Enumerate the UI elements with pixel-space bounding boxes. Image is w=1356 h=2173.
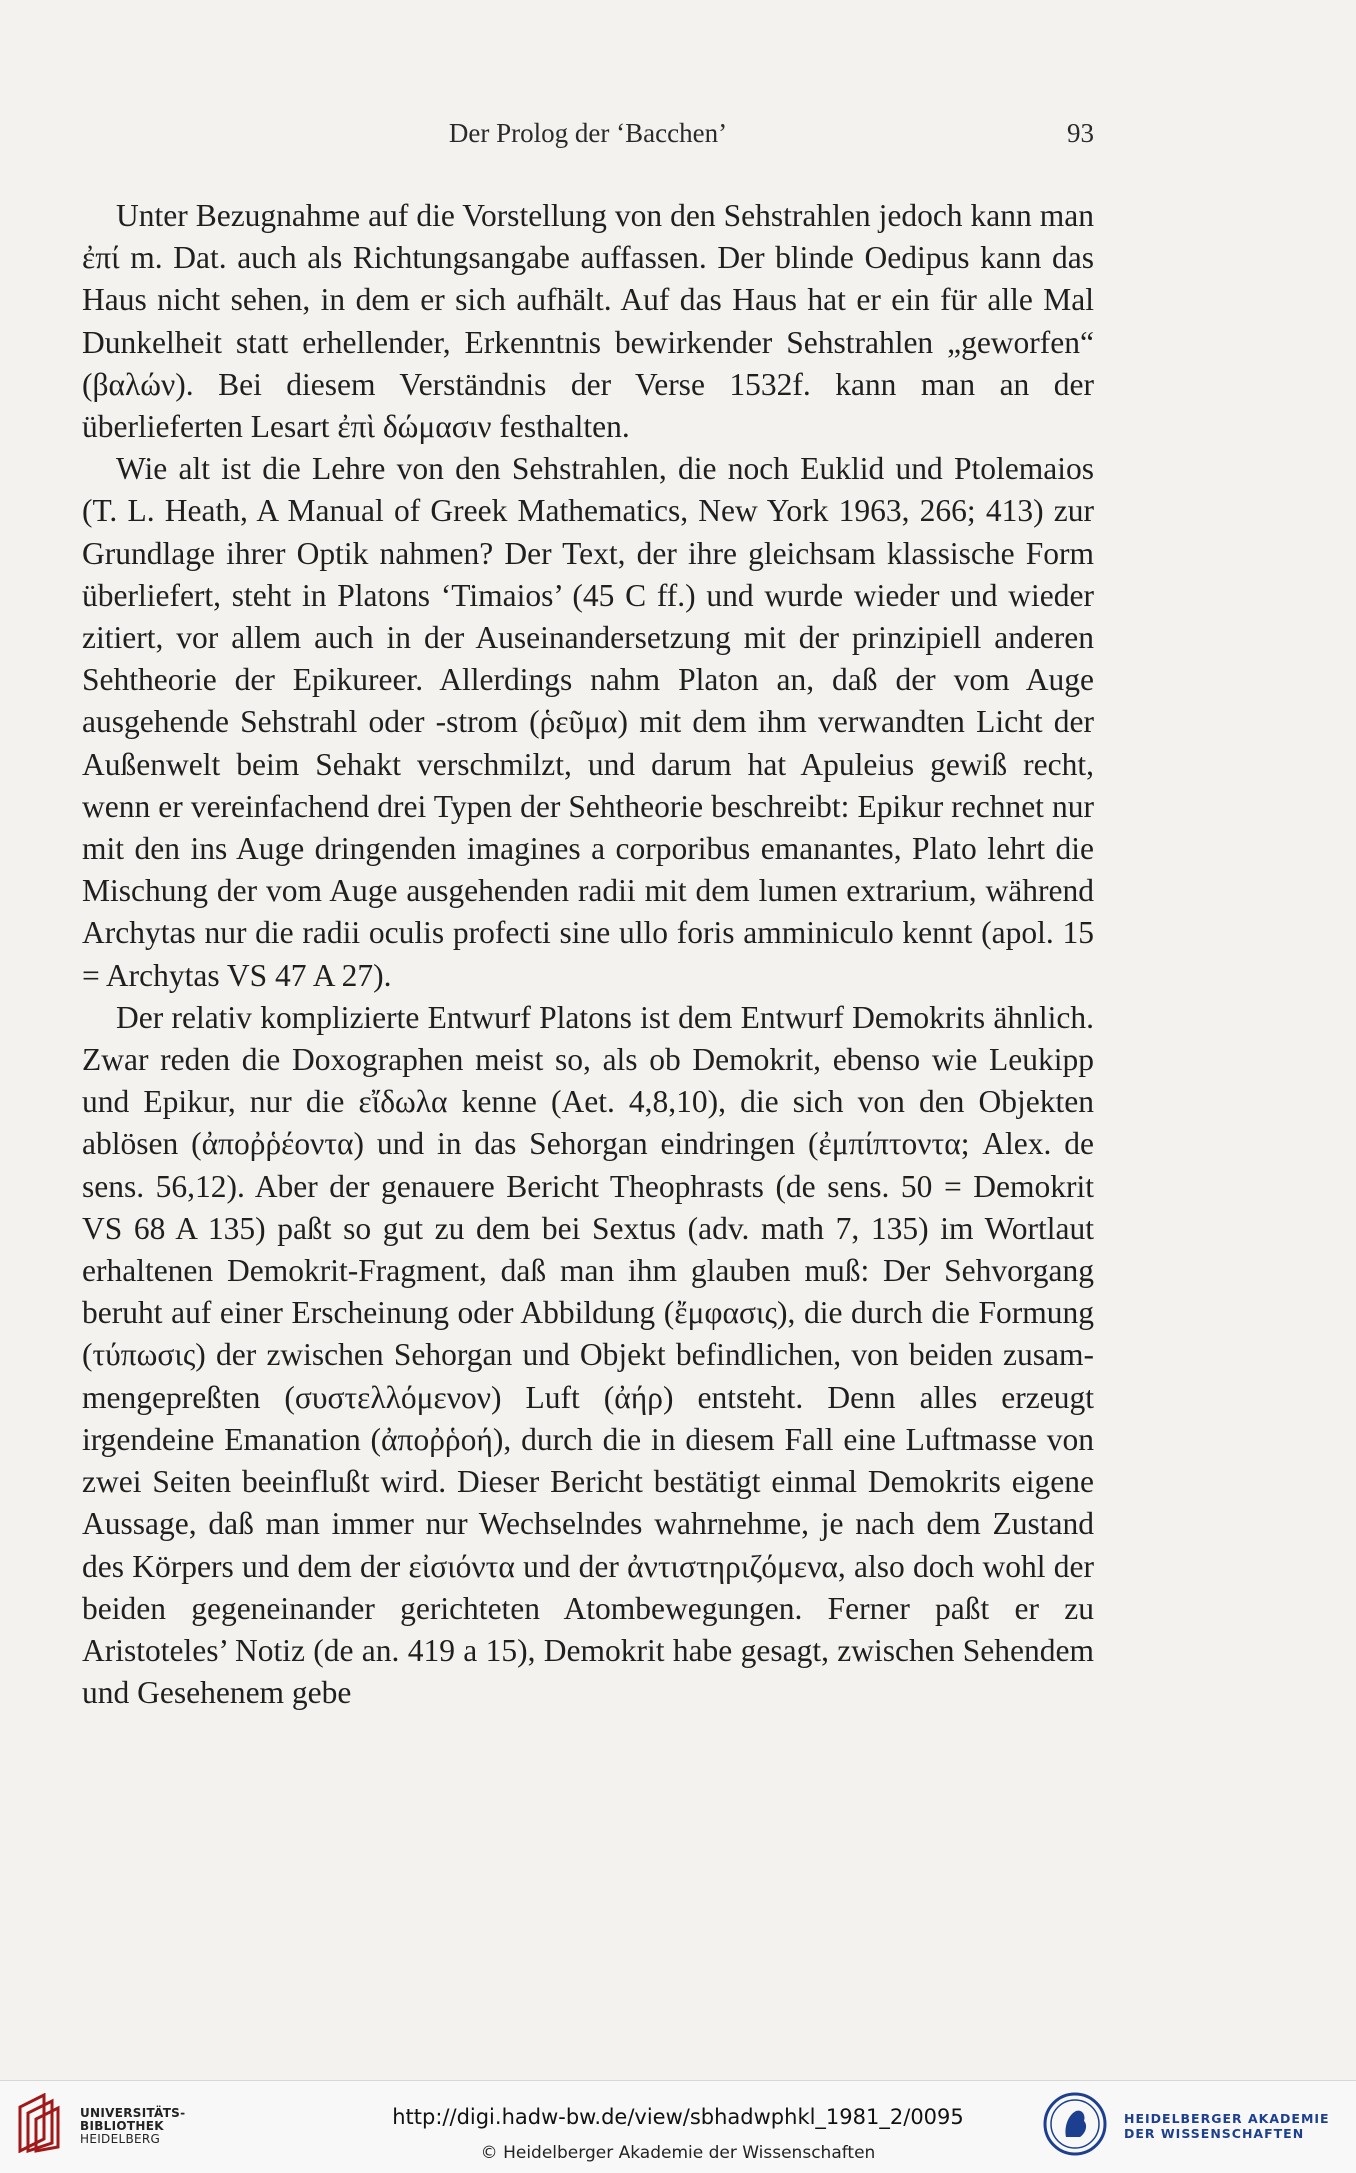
copyright-notice: © Heidelberger Akademie der Wissenschaften: [480, 2143, 876, 2163]
running-title: Der Prolog der ‘Bacchen’: [448, 118, 728, 148]
academy-name: [1124, 2111, 1330, 2141]
paragraph: Der relativ komplizierte Entwurf Platons ist dem Entwurf Demokrits ähnlich. Zwar reden die Doxographen meist so, als ob Demokrit, ebenso wie Leukipp und Epikur, nur die εἴδωλα kenne (Aet. 4,8,10), die sich von den Objekten ablösen (ἀποῤῥέοντα) und in das Sehorgan eindringen (ἐμπίπτοντα; Alex. de sens. 56,12). Aber der genauere Bericht Theophrasts (de sens. 50 = Demokrit VS 68 A 135) paßt so gut zu dem bei Sextus (adv. math 7, 135) im Wortlaut erhaltenen Demokrit-Fragment, daß man ihm glauben muß: Der Sehvorgang beruht auf einer Erscheinung oder Abbildung (ἔμφασις), die durch die Formung (τύπωσις) der zwischen Sehorgan und Objekt befindlichen, von beiden zusammengepreßten (συστελλόμενον) Luft (ἀήρ) entsteht. Denn alles erzeugt irgendeine Emanation (ἀποῤῥοή), durch die in diesem Fall eine Luftmasse von zwei Seiten beeinflußt wird. Dieser Bericht bestätigt einmal Demokrits eigene Aussage, daß man immer nur Wechselndes wahrnehme, je nach dem Zustand des Körpers und dem der εἰσιόντα und der ἀντιστηριζόμενα, also doch wohl der beiden gegeneinander gerichteten Atombewegungen. Ferner paßt er zu Aristoteles’ Notiz (de an. 419 a 15), Demokrit habe gesagt, zwischen Sehendem und Gesehenem gebe: [82, 999, 1094, 1711]
paragraph: Wie alt ist die Lehre von den Sehstrahlen, die noch Euklid und Ptolemaios (T. L. Heath, A Manual of Greek Mathematics, New York 1963, 266; 413) zur Grundlage ihrer Optik nahmen? Der Text, der ihre gleichsam klassische Form überliefert, steht in Platons ‘Timaios’ (45 C ff.) und wurde wieder und wieder zitiert, vor allem auch in der Auseinandersetzung mit der prinzipiell anderen Sehtheorie der Epikureer. Allerdings nahm Platon an, daß der vom Auge ausgehende Sehstrahl oder -strom (ῥεῦμα) mit dem ihm verwandten Licht der Außenwelt beim Sehakt verschmilzt, und darum hat Apuleius gewiß recht, wenn er vereinfachend drei Typen der Sehtheorie beschreibt: Epikur rechnet nur mit den ins Auge dringenden imagines a corporibus emanantes, Plato lehrt die Mischung der vom Auge ausgehenden radii mit dem lumen extrarium, während Archytas nur die radii oculis profecti sine ullo foris amminiculo kennt (apol. 15 = Archytas VS 47 A 27).: [82, 451, 1094, 993]
page-number: 93: [1067, 118, 1094, 148]
academy-logo[interactable]: [1042, 2091, 1342, 2157]
running-header: [82, 118, 1094, 158]
library-name-line: BIBLIOTHEK: [80, 2119, 164, 2133]
viewer-footer: [0, 2080, 1356, 2173]
paragraph: Unter Bezugnahme auf die Vorstellung von den Sehstrahlen jedoch kann man ἐπί m. Dat. auch als Richtungsangabe auffassen. Der blinde Oedipus kann das Haus nicht sehen, in dem er sich aufhält. Auf das Haus hat er ein für alle Mal Dunkelheit statt erhellender, Erkenntnis bewirkender Sehstrahlen „geworfen“ (βαλών). Bei diesem Verständnis der Verse 1532f. kann man an der überlieferten Lesart ἐπὶ δώμασιν festhalten.: [82, 198, 1094, 445]
academy-name-line: DER WISSENSCHAFTEN: [1124, 2126, 1305, 2141]
source-url-link[interactable]: http://digi.hadw-bw.de/view/sbhadwphkl_1981_2/0095: [392, 2105, 964, 2129]
academy-seal-icon: [1042, 2091, 1108, 2157]
library-name-line: UNIVERSITÄTS-: [80, 2106, 186, 2120]
library-name-line: HEIDELBERG: [80, 2132, 161, 2146]
academy-name-line: HEIDELBERGER AKADEMIE: [1124, 2111, 1330, 2126]
body-text: [82, 195, 1094, 1714]
